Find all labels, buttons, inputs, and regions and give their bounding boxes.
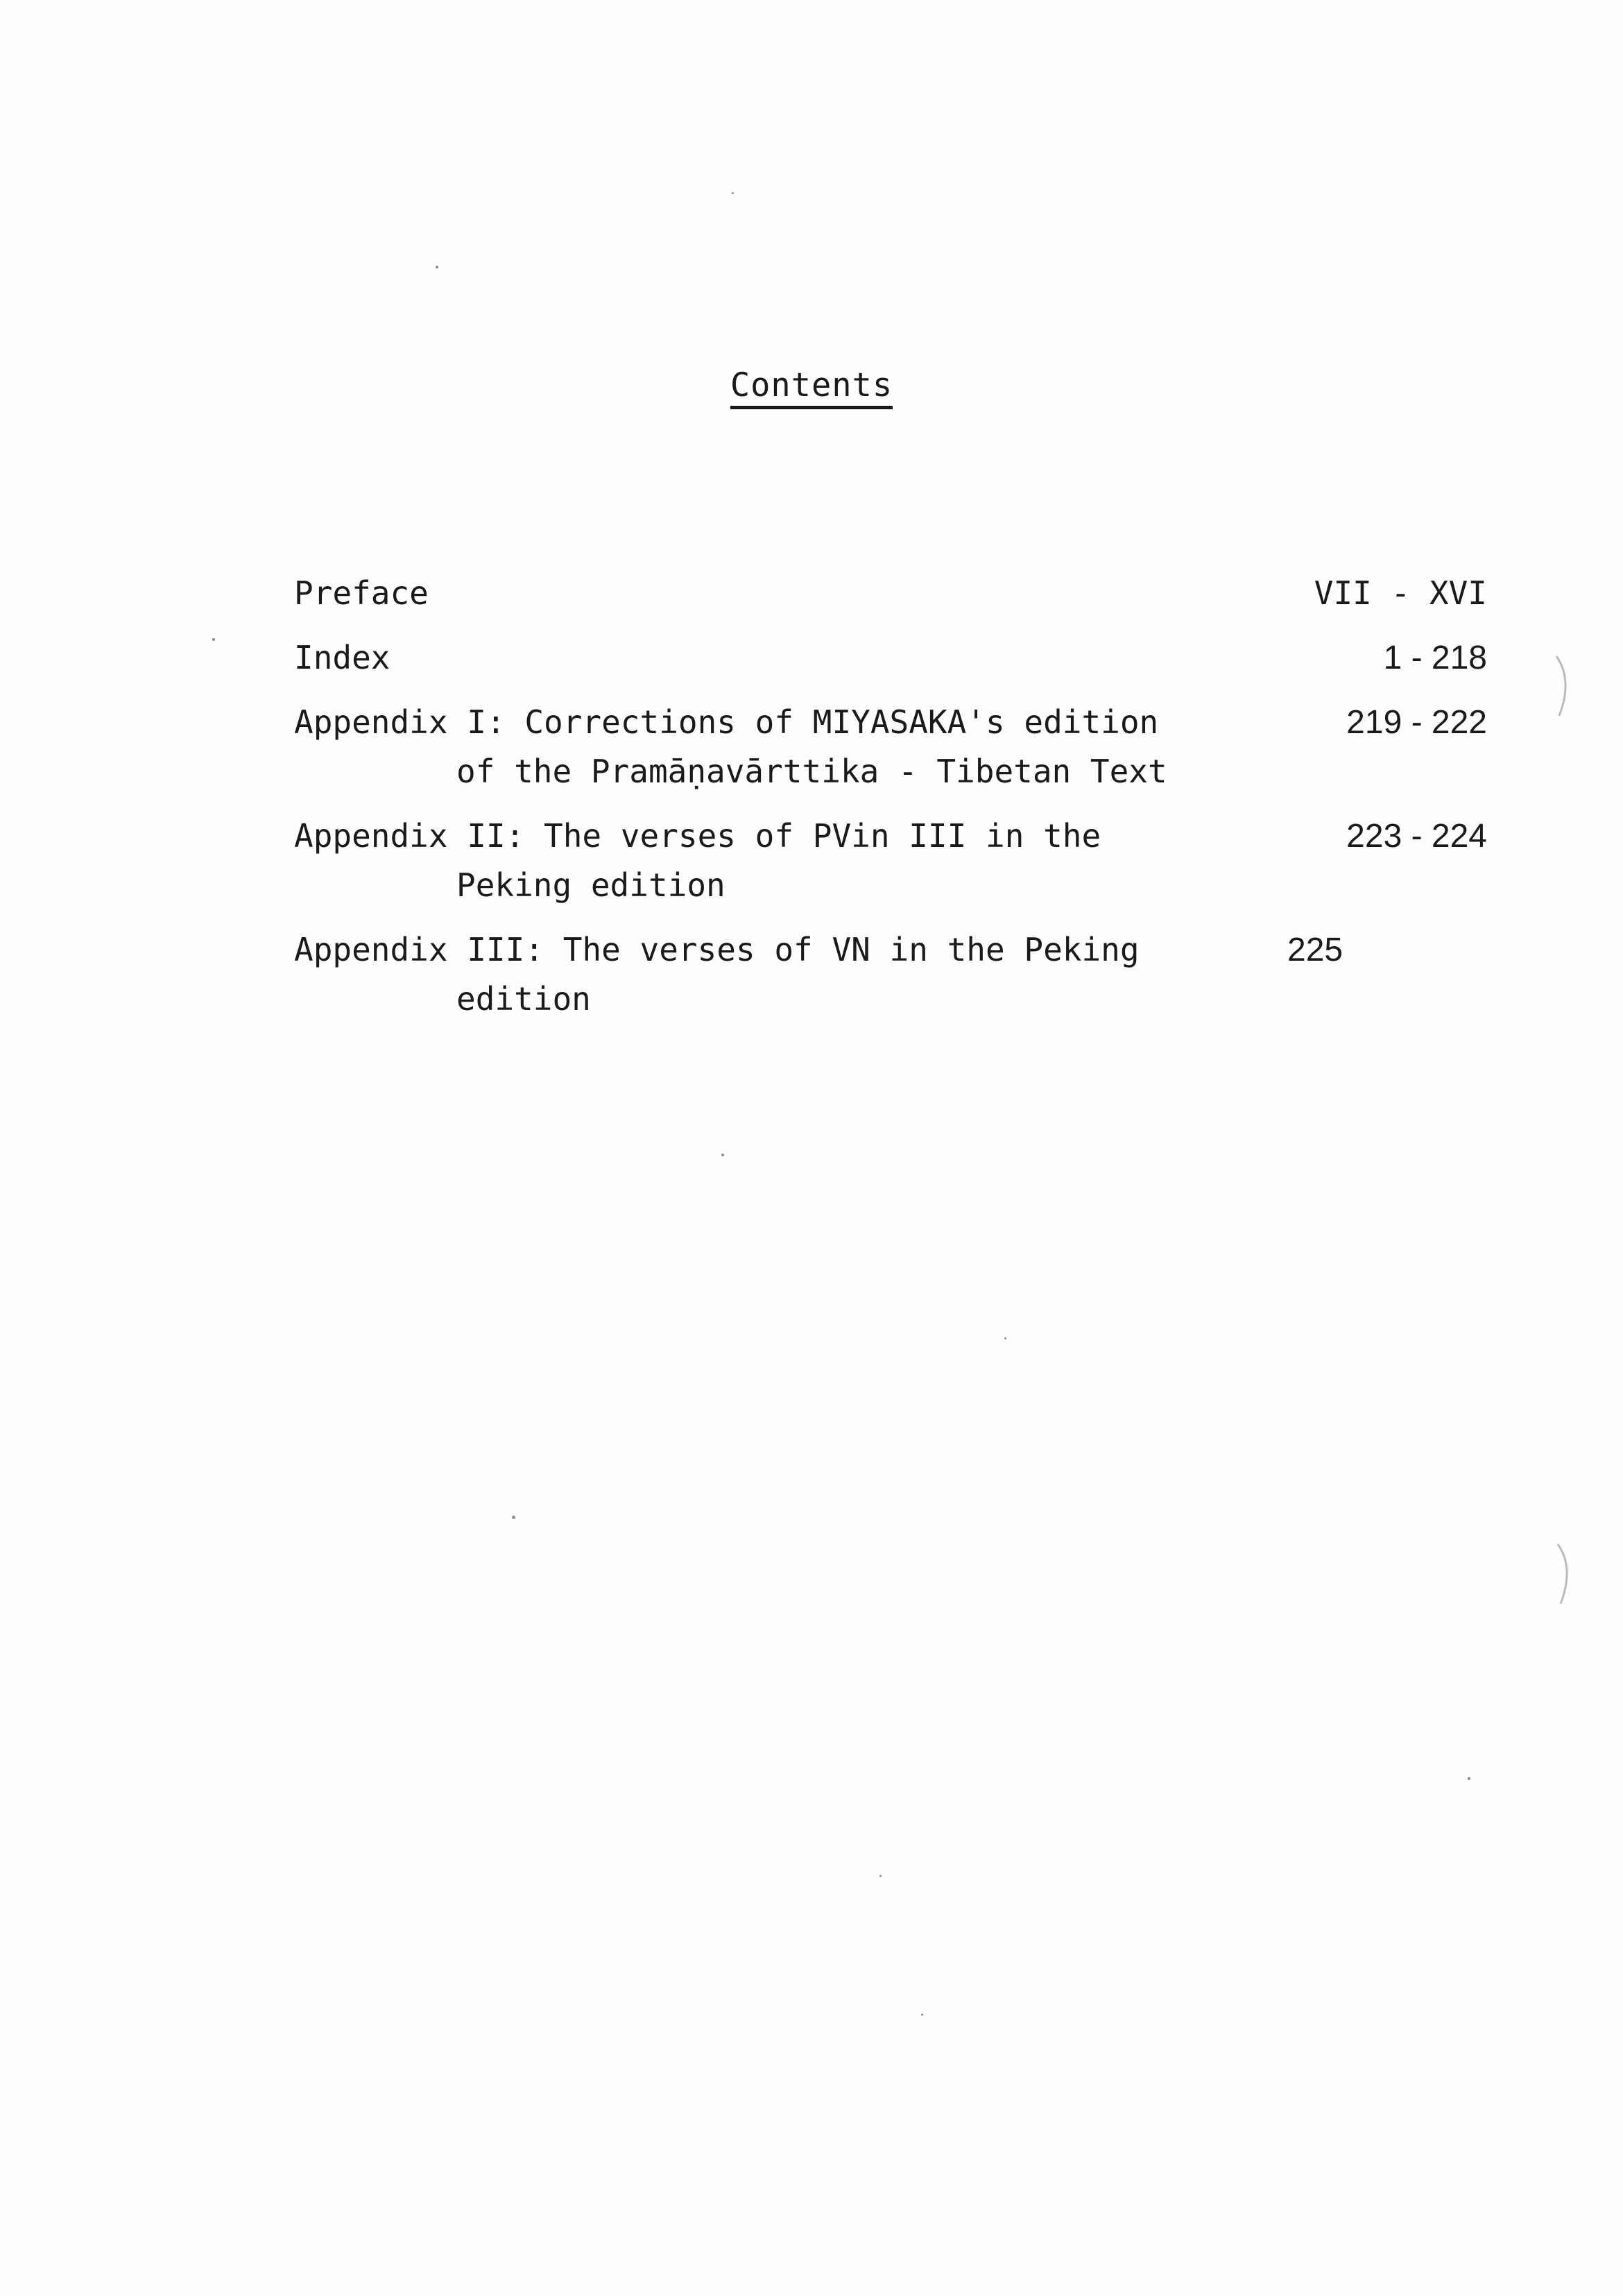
toc-entry-title	[294, 633, 1265, 683]
toc-entry-pages: VII - XVI	[1314, 574, 1487, 612]
scan-speck	[879, 1875, 882, 1877]
toc-entry-line1: Appendix I: Corrections of MIYASAKA's edition	[294, 703, 1159, 741]
scan-speck	[212, 638, 215, 641]
toc-entry-title	[294, 698, 1265, 796]
toc-entry-pages: 1 - 218	[1383, 640, 1487, 676]
toc-entry-pages: 223 - 224	[1346, 818, 1487, 855]
toc-entry-appendix-1	[294, 698, 1487, 796]
scan-speck	[921, 2014, 923, 2016]
scan-speck	[512, 1516, 515, 1519]
paper-margin-mark	[1554, 1540, 1581, 1609]
toc-entry-pages: 219 - 222	[1346, 704, 1487, 741]
toc-entry-appendix-2	[294, 812, 1487, 910]
toc-entry-index	[294, 633, 1487, 683]
toc-entry-line1: Index	[294, 639, 390, 676]
toc-entry-title	[294, 812, 1265, 910]
toc-entry-line2: edition	[456, 980, 591, 1018]
contents-heading: Contents	[730, 366, 893, 409]
scan-speck	[721, 1154, 724, 1156]
paper-margin-mark	[1552, 652, 1580, 721]
table-of-contents	[294, 569, 1487, 1039]
toc-entry-line1: Appendix II: The verses of PVin III in the	[294, 817, 1101, 855]
toc-entry-line2: of the Pramāṇavārttika - Tibetan Text	[456, 753, 1167, 790]
toc-entry-pages: 225	[1287, 932, 1343, 968]
page-title	[0, 366, 1623, 404]
toc-entry-title	[294, 925, 1265, 1024]
toc-entry-line2: Peking edition	[456, 866, 725, 904]
toc-entry-line1: Appendix III: The verses of VN in the Peking	[294, 931, 1140, 968]
scan-speck	[732, 192, 734, 194]
toc-entry-line1: Preface	[294, 574, 429, 612]
toc-entry-title	[294, 569, 1265, 618]
toc-entry-preface	[294, 569, 1487, 618]
scan-speck	[1004, 1337, 1006, 1339]
scan-speck	[436, 266, 438, 268]
scan-speck	[1468, 1777, 1470, 1780]
toc-entry-appendix-3	[294, 925, 1487, 1024]
